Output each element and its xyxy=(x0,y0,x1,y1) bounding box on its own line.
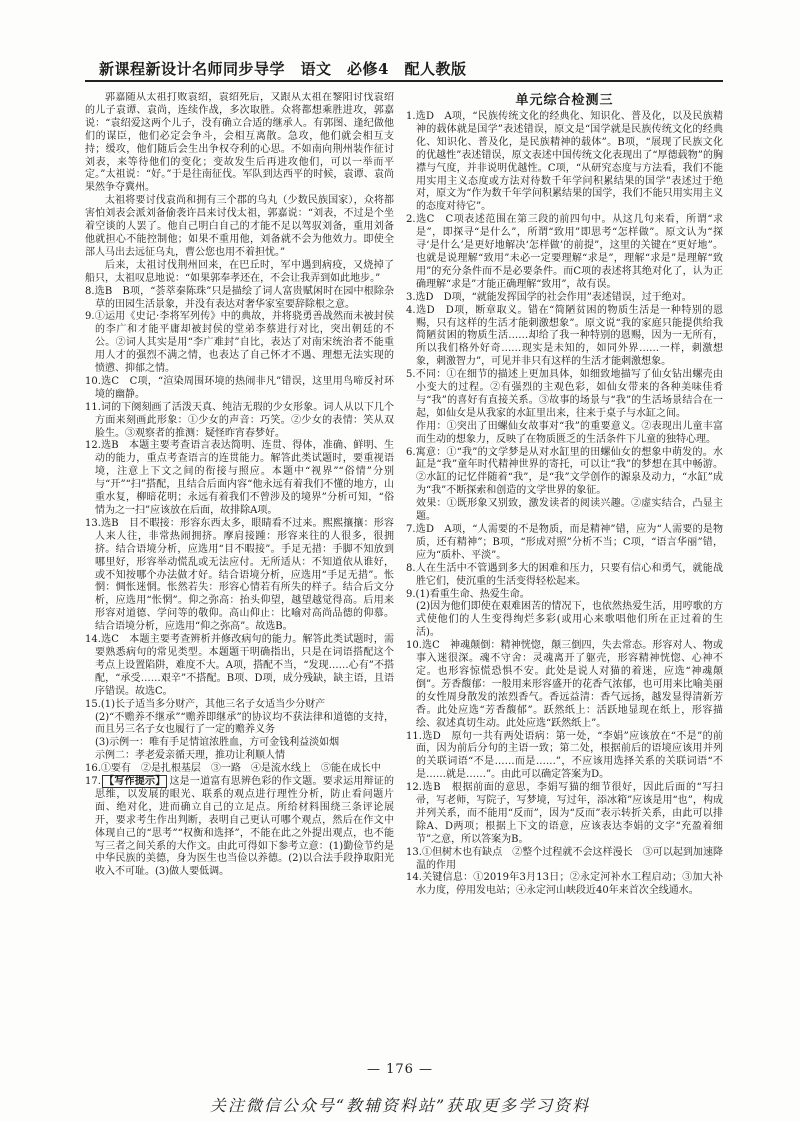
answer-item xyxy=(406,847,723,873)
translation-paragraph: 后来，太祖讨伐荆州回来，在巴丘时，军中遇到病疫，又烧掉了船只，太祖叹息地说：“如果郭奉孝还在，不会让我弄到如此地步。” xyxy=(85,259,394,284)
answer-item xyxy=(85,402,394,441)
answer-text: 选D D项，“就能发挥国学的社会作用”表述错误，过于绝对。 xyxy=(415,291,692,303)
answer-line xyxy=(85,375,394,402)
answer-line xyxy=(406,446,723,499)
answer-item xyxy=(85,634,394,699)
answer-number: 15. xyxy=(85,698,101,710)
answer-line xyxy=(406,846,723,873)
answer-number: 7. xyxy=(406,524,416,535)
answer-line xyxy=(406,214,723,291)
answer-line xyxy=(416,421,723,447)
answer-number: 10. xyxy=(406,640,422,652)
answer-text: 选B 目不暇接：形容东西太多，眼睛看不过来。熙熙攘攘：形容人来人往，非常热闹拥挤。摩肩接踵：形容来往的人很多，很拥挤。结合语境分析，应选用“目不暇接”。手足无措：手脚不知放到哪里好，形容举动慌乱或无法应付。无所适从：不知道依从谁好，或不知按哪个办法做才好。结合语境分析，应选用“手足无措”。怅惘：惆怅迷惘。怅然若失：形容心情若有所失的样子。结合后文分析，应选用“怅惘”。仰之弥高：抬头仰望，越望越觉得高。后用来形容对道德、学问等的敬仰。高山仰止：比喻对高尚品德的仰慕。结合语境分析，应选用“仰之弥高”。故选B。 xyxy=(95,517,394,633)
header-title: 新课程新设计名师同步导学 语文 必修4 配人教版 xyxy=(99,60,467,78)
answer-item xyxy=(85,376,394,402)
answer-item xyxy=(406,305,723,370)
answer-line xyxy=(95,712,394,738)
answer-text: 选D D项，断章取义。错在“简陋贫困的物质生活是一种特别的恩赐，只有这样的生活才能刺激想象”。原文说“我的家庭只能提供给我简陋贫困的物质生活……却给了我一种特别的恩赐，因为一无所有，所以我们格外好奇……现实是未知的，如同外界……一样，刺激想象，刺激智力”，可见并非只有这样的生活才能刺激想象。 xyxy=(415,304,723,368)
answer-number: 11. xyxy=(85,401,101,413)
footer-note: 关注微信公众号“教辅资料站”获取更多学习资料 xyxy=(209,1096,591,1115)
answer-item xyxy=(85,776,394,879)
answer-text: 选B 本题主要考查语言表达简明、连贯、得体，准确、鲜明、生动的能力，重点考查语言的连贯能力。解答此类试题时，要重视语境，注意上下文之间的衔接与照应。本题中“视界”“俗情”分别与“开”“扫”搭配，且结合后面内容“他永远有着我们不懂的地方，山重水复，柳暗花明；永远有着我们不曾涉及的境界”分析可知，“俗情为之一扫”应该放在后面，故排除A项。 xyxy=(95,440,394,516)
answer-text: ①运用《史记·李将军列传》中的典故，并将骁勇善战然而未被封侯的李广和才能平庸却被封侯的堂弟李蔡进行对比，突出朝廷的不公。②词人其实是用“李广难封”自比，表达了对南宋统治者不能重用人才的强烈不满之情，也表达了自己怀才不遇、理想无法实现的愤懑、抑郁之情。 xyxy=(94,311,394,375)
answer-line xyxy=(406,369,723,421)
answer-text: 选B 根据前面的意思，李娟写猫的细节很好，因此后面的“写扫帚，写老师，写院子，写梦境，写过年，添冰箱”应该是用“也”，构成并列关系，而不能用“反而”，因为“反而”表示转折关系，由此可以排除A、D两项；根据上下文的语意，应该表达李娟的文字“充盈着细节”之意，所以答案为B。 xyxy=(416,782,723,845)
answer-number: 3. xyxy=(406,291,416,303)
answer-number: 14. xyxy=(406,872,422,884)
answer-text: (2)因为他们即使在艰难困苦的情况下，也依然热爱生活，用哼歌的方式使他们的人生变得绚烂多彩(或用心来歌唱他们所在正过着的生活)。 xyxy=(416,601,723,639)
answer-line xyxy=(85,285,394,312)
answer-number: 14. xyxy=(85,634,101,646)
answer-item xyxy=(406,447,723,524)
answer-text: (3)示例一：唯有手足情谊浓胜血，方可金钱利益淡如烟 xyxy=(95,737,340,749)
answer-item xyxy=(406,563,723,589)
answer-line xyxy=(406,562,723,589)
page-header xyxy=(85,54,723,82)
answer-line xyxy=(95,750,394,763)
answer-line xyxy=(406,111,723,214)
answer-text: (2)“不赡养不继承”“赡养即继承”的协议均不获法律和道德的支持，而且另三名子女也履行了一定的赡养义务 xyxy=(95,711,394,736)
answer-line xyxy=(85,698,394,712)
answer-text: 选D A项，“人需要的不是物质，而是精神”错，应为“人需要的是物质，还有精神”；B项，“形成对照”分析不当；C项，“语言华丽”错，应为“质朴、平淡”。 xyxy=(415,524,723,561)
answer-text: 寓意：①“我”的文学梦是从对水缸里的田螺仙女的想象中萌发的。水缸是“我”童年时代精神世界的寄托，可以让“我”的梦想在其中畅游。②水缸的记忆伴随着“我”，是“我”文学创作的源泉及动力，“水缸”成为“我”不断探索和创造的文学世界的象征。 xyxy=(415,446,723,497)
answer-line xyxy=(406,640,723,730)
answer-item xyxy=(406,731,723,783)
answer-number: 4. xyxy=(406,304,416,316)
answer-text: (1)看重生命、热爱生命。 xyxy=(415,588,530,600)
answer-number: 8. xyxy=(406,562,416,574)
answer-line xyxy=(416,498,723,524)
answer-text: 人在生活中不管遇到多大的困难和压力，只要有信心和勇气，就能战胜它们，使沉重的生活变得轻松起来。 xyxy=(415,562,723,587)
answer-line xyxy=(406,872,723,898)
answer-line xyxy=(95,737,394,750)
answer-item xyxy=(406,111,723,214)
answer-item xyxy=(406,589,723,641)
answer-text: 不同：①在细节的描述上更加具体，如细致地描写了仙女钻出螺壳由小变大的过程。②有强烈的主观色彩，如仙女带来的各种美味佳肴与“我”的喜好有直接关系。③故事的场景与“我”的生活场景结合在一起，如仙女是从我家的水缸里出来，往来于桌子与水缸之间。 xyxy=(415,369,723,419)
answer-text: (1)长子适当多分财产，其他三名子女适当少分财产 xyxy=(100,698,326,710)
answer-text: 词的下阕刻画了活泼天真、纯洁无瑕的少女形象。词人从以下几个方面来刻画此形象：①少女的声音：巧笑。②少女的表情：笑从双脸生。③观察者的推测：疑怪昨宵春梦好。 xyxy=(95,401,394,439)
answer-number: 9. xyxy=(85,311,95,323)
answer-text: 选D A项，“民族传统文化的经典化、知识化、普及化，以及民族精神的载体就是国学”表述错误，原文是“国学就是民族传统文化的经典化、知识化、普及化，是民族精神的载体”。B项，“展现了民族文化的优越性”表述错误，原文表述中国传统文化表现出了“厚德载物”的胸襟与气度，并非说明优越性。C项，“从研究态度与方法看，我们不能用实用主义态度或方法对待数千年学问积累结果的国学”表述过于绝对，原文为“作为数千年学问积累结果的国学，我们不能只用实用主义的态度对待它”。 xyxy=(415,111,723,213)
translation-paragraph: 郭嘉随从太祖打败袁绍，袁绍死后，又跟从太祖在黎阳讨伐袁绍的儿子袁谭、袁尚，连续作战，多次取胜。众将都想乘胜进攻，郭嘉说：“袁绍爱这两个儿子，没有确立合适的继承人。有郭图、逢纪做他们的谋臣，他们必定会争斗，会相互离散。急攻，他们就会相互支持；缓攻，他们随后会生出争权夺利的心思。不如南向荆州装作征讨刘表，来等待他们的变化；变故发生后再进攻他们，可以一举而平定。”太祖说：“好。”于是往南征伐。军队到达西平的时候，袁谭、袁尚果然争夺冀州。 xyxy=(85,92,394,194)
answer-line xyxy=(406,730,723,783)
answer-number: 13. xyxy=(406,846,422,858)
answer-text: ①要有 ②是扎根基层 ③一路 ④是流水线上 ⑤能在成长中 xyxy=(100,763,381,775)
answer-number: 10. xyxy=(85,375,101,387)
left-column xyxy=(85,92,394,1048)
answer-number: 2. xyxy=(406,214,416,226)
writing-tip-label: 【写作提示】 xyxy=(103,776,166,788)
answer-line xyxy=(406,304,723,370)
answer-text: 示例二：孝老爱亲循天理，推功让利顺人情 xyxy=(95,750,285,762)
answer-line xyxy=(85,401,394,441)
answer-line xyxy=(85,776,394,879)
section-title: 单元综合检测三 xyxy=(515,93,614,108)
answer-number: 6. xyxy=(406,446,416,458)
answer-item xyxy=(85,311,394,376)
answer-text: 效果：①既形象又别致，激发读者的阅读兴趣。②虚实结合，凸显主题。 xyxy=(416,498,723,523)
answer-text: 选C 神魂颠倒：精神恍惚，颠三倒四，失去常态。形容对人、物或事入迷很深。魂不守舍：灵魂离开了躯壳，形容精神恍惚、心神不定。也形容惊慌恐惧不安。此处是说人对猫的着迷，应选“神魂颠倒”。芳香馥郁：一般用来形容盛开的花香气浓郁，也可用来比喻美丽的女性周身散发的浓烈香气。香远益清：香气远扬，越发显得清新芳香。此处应选“芳香馥郁”。跃然纸上：活跃地显现在纸上，形容描绘、叙述真切生动。此处应选“跃然纸上”。 xyxy=(416,640,723,729)
answer-number: 17. xyxy=(85,776,101,788)
answer-item xyxy=(406,369,723,446)
answer-text: 选B B项，“荟萃秦陈珠”只是描绘了词人富贵赋闲时在园中根除杂草的田园生活景象，并没有表达对奢华家室要辞除根之意。 xyxy=(94,285,394,310)
answer-line xyxy=(416,601,723,640)
answer-number: 11. xyxy=(406,730,422,742)
answer-item xyxy=(85,518,394,634)
answer-number: 8. xyxy=(85,285,95,297)
answer-number: 9. xyxy=(406,588,416,600)
answer-text: 选C C项表述范围在第三段的前四句中。从这几句来看，所谓“求是”，即探寻“是什么”，所谓“致用”即思考“怎样做”。原文认为“探寻‘是什么’是更好地解决‘怎样做’的前提”，这里的关键在“更好地”。也就是说理解“致用”未必一定要理解“求是”，理解“求是”是理解“致用”的充分条件而不是必要条件。而C项的表述将其绝对化了，认为正确理解“求是”才能正确理解“致用”，故有误。 xyxy=(415,214,723,290)
answer-text: 选C 本题主要考查辨析并修改病句的能力。解答此类试题时，需要熟悉病句的常见类型。本题题干明确指出，只是在词语搭配这个考点上设置陷阱，难度不大。A项，搭配不当，“发现……心有”不搭配，“承受……艰辛”不搭配。B项、D项，成分残缺，缺主语，且语序错误。故选C。 xyxy=(95,634,394,697)
answer-number: 12. xyxy=(85,440,101,452)
answer-line xyxy=(85,634,394,699)
answer-text: 选D 原句一共有两处语病：第一处，“李娟”应该放在“不是”的前面，因为前后分句的主语一致；第二处，根据前后的语境应该用并列的关联词语“不是……而是……”，不应该用选择关系的关联词语“不是……就是……”。由此可以确定答案为D。 xyxy=(416,730,723,781)
right-column xyxy=(406,92,723,1048)
answer-line xyxy=(406,524,723,563)
answer-text: ①但树木也有缺点 ②整个过程就不会这样漫长 ③可以起到加速降温的作用 xyxy=(416,846,723,871)
answer-item xyxy=(406,872,723,898)
answer-text: 选C C项，“渲染周围环境的热闹非凡”错误，这里用鸟啼反衬环境的幽静。 xyxy=(95,375,394,400)
answer-text: 这是一道富有思辨色彩的作文题。要求运用辩证的思维，以发展的眼光、联系的观点进行理性分析，防止看问题片面、绝对化，进而确立自己的立足点。所给材料围绕三条评论展开，要求考生作出判断，表明自己更认可哪个观点，然后在作文中体现自己的“思考”“权衡和选择”，不能在此之外提出观点，也不能写三者之间关系的大作文。由此可得如下参考立意：(1)勤俭节约是中华民族的美德，身为医生也当俭以养德。(2)以合法手段挣取阳光收入不可耻。(3)做人要低调。 xyxy=(95,776,394,878)
answer-item xyxy=(85,286,394,312)
answer-line xyxy=(406,291,723,305)
answer-line xyxy=(85,440,394,517)
answer-line xyxy=(406,782,723,847)
translation-paragraph: 太祖将要讨伐袁尚和拥有三个郡的乌丸（少数民族国家），众将都害怕刘表会派刘备偷袭许昌来讨伐太祖，郭嘉说：“刘表，不过是个坐着空谈的人罢了。他自己明白自己的才能不足以驾驭刘备，重用刘备他就担心不能控制他；如果不重用他，刘备就不会为他效力。即使全部人马出去远征乌丸，曹公您也用不着担忧。” xyxy=(85,195,394,258)
answer-item xyxy=(406,782,723,847)
answer-line xyxy=(85,311,394,376)
answer-item xyxy=(406,640,723,730)
answer-number: 16. xyxy=(85,763,101,775)
answer-item xyxy=(406,524,723,563)
answer-text: 作用：①突出了田螺仙女故事对“我”的重要意义。②表现出儿童丰富而生动的想象力，反映了在物质匮乏的生活条件下儿童的独特心理。 xyxy=(416,420,723,445)
page-number: — 176 — xyxy=(366,1062,434,1077)
answer-number: 5. xyxy=(406,369,416,381)
answer-item xyxy=(85,440,394,517)
answer-number: 13. xyxy=(85,517,101,529)
answer-number: 12. xyxy=(406,782,422,794)
answer-item xyxy=(406,292,723,305)
answer-number: 1. xyxy=(406,111,416,122)
answer-item xyxy=(406,214,723,291)
answer-text: 关键信息：①2019年3月13日；②永定河补水工程启动；③加大补水力度，停用发电站；④永定河山峡段近40年来首次全线通水。 xyxy=(416,872,723,897)
answer-line xyxy=(85,517,394,634)
answer-item xyxy=(85,699,394,764)
answer-line xyxy=(406,588,723,602)
